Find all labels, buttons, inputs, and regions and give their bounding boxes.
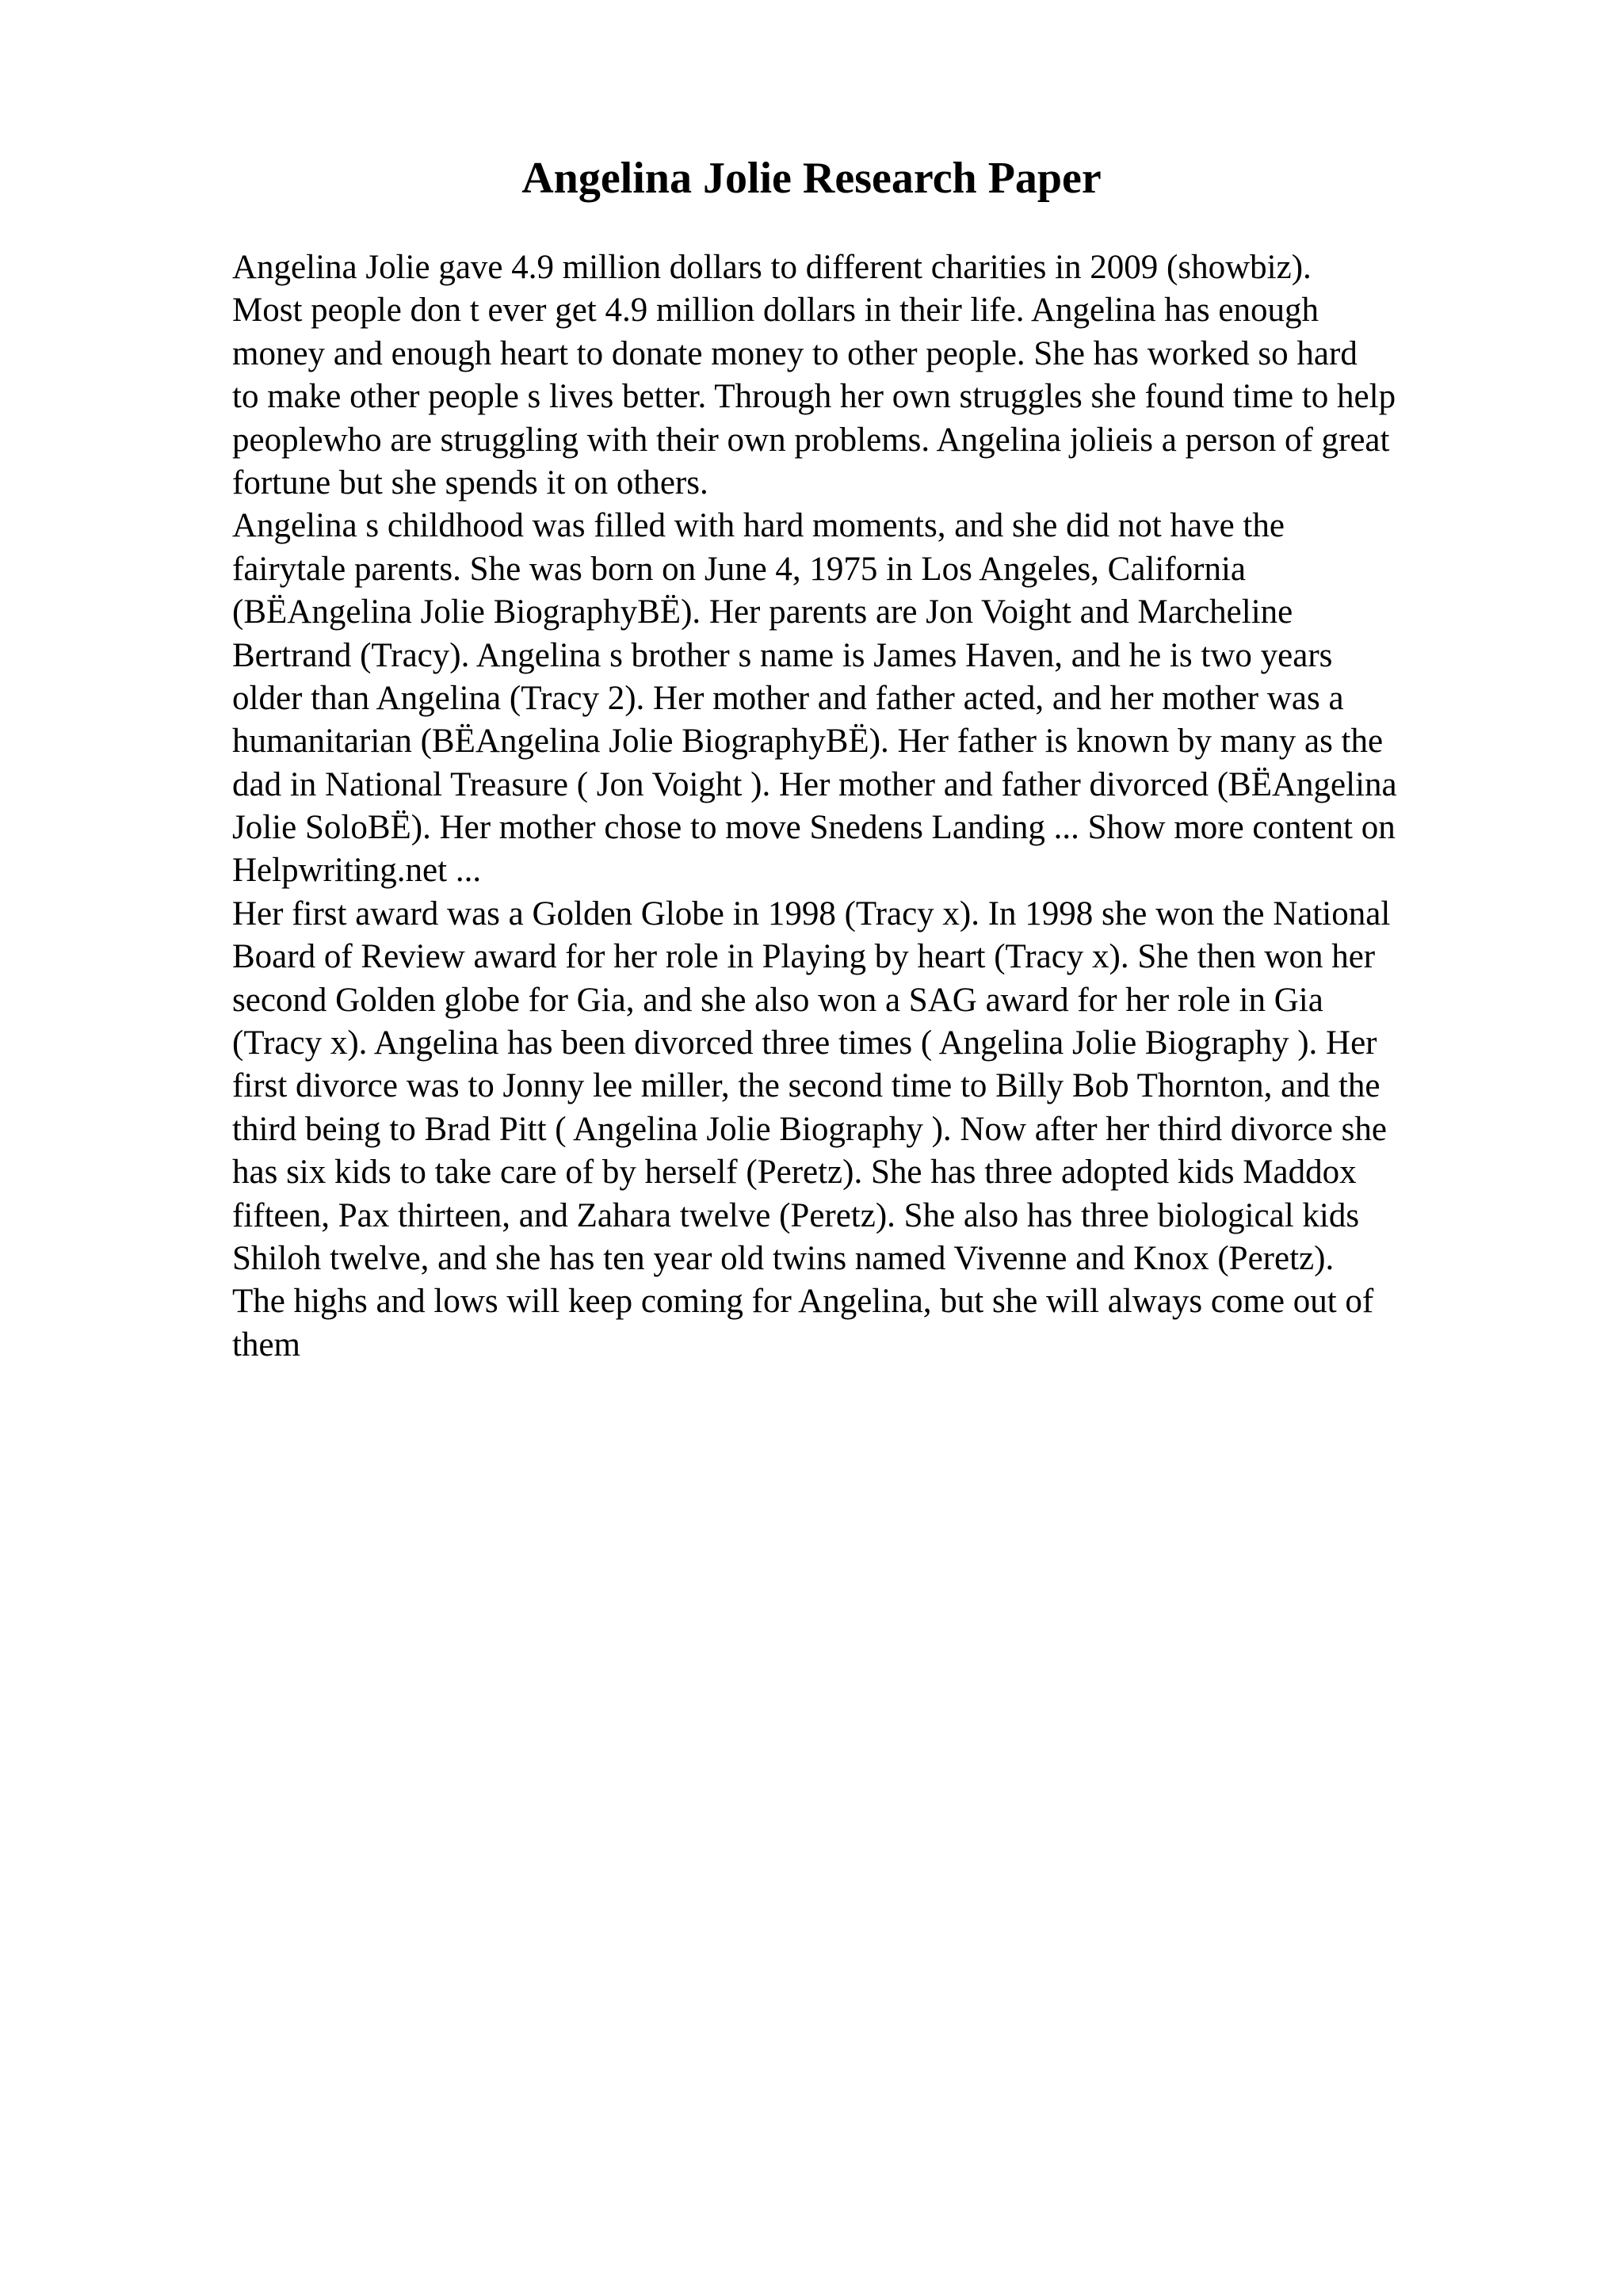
body-line: Most people don t ever get 4.9 million dollars in their life. Angelina has enough xyxy=(232,292,1319,330)
body-line: Board of Review award for her role in Playing by heart (Tracy x). She then won her xyxy=(232,938,1376,976)
body-line: dad in National Treasure ( Jon Voight ). Her mother and father divorced (BËAngelina xyxy=(232,765,1397,803)
body-line: The highs and lows will keep coming for Angelina, but she will always come out of xyxy=(232,1283,1374,1321)
body-line: (Tracy x). Angelina has been divorced three times ( Angelina Jolie Biography ). Her xyxy=(232,1024,1377,1062)
body-line: second Golden globe for Gia, and she also won a SAG award for her role in Gia xyxy=(232,981,1323,1019)
body-line: humanitarian (BËAngelina Jolie BiographyBË). Her father is known by many as the xyxy=(232,723,1384,761)
document-title: Angelina Jolie Research Paper xyxy=(521,154,1102,203)
body-line: third being to Brad Pitt ( Angelina Jolie Biography ). Now after her third divorce she xyxy=(232,1110,1387,1148)
body-line: Helpwriting.net ... xyxy=(232,852,482,890)
body-line: them xyxy=(232,1325,300,1363)
body-line: money and enough heart to donate money to other people. She has worked so hard xyxy=(232,334,1358,372)
document-body xyxy=(232,246,1532,1367)
body-line: Shiloh twelve, and she has ten year old twins named Vivenne and Knox (Peretz). xyxy=(232,1239,1335,1277)
body-line: fifteen, Pax thirteen, and Zahara twelve (Peretz). She also has three biological kids xyxy=(232,1196,1360,1234)
body-line: peoplewho are struggling with their own problems. Angelina jolieis a person of great xyxy=(232,421,1390,459)
body-line: Her first award was a Golden Globe in 1998 (Tracy x). In 1998 she won the National xyxy=(232,894,1391,933)
body-line: Jolie SoloBË). Her mother chose to move Snedens Landing ... Show more content on xyxy=(232,809,1396,847)
body-line: fortune but she spends it on others. xyxy=(232,463,708,502)
body-line: Bertrand (Tracy). Angelina s brother s name is James Haven, and he is two years xyxy=(232,636,1333,674)
body-line: older than Angelina (Tracy 2). Her mother and father acted, and her mother was a xyxy=(232,679,1344,717)
body-line: Angelina s childhood was filled with hard moments, and she did not have the xyxy=(232,507,1285,545)
body-line: fairytale parents. She was born on June 4, 1975 in Los Angeles, California xyxy=(232,550,1246,588)
body-line: to make other people s lives better. Through her own struggles she found time to help xyxy=(232,378,1396,416)
body-line: first divorce was to Jonny lee miller, the second time to Billy Bob Thornton, and the xyxy=(232,1067,1381,1105)
body-line: (BËAngelina Jolie BiographyBË). Her parents are Jon Voight and Marcheline xyxy=(232,593,1293,631)
body-line: Angelina Jolie gave 4.9 million dollars to different charities in 2009 (showbiz). xyxy=(232,249,1312,286)
body-line: has six kids to take care of by herself (Peretz). She has three adopted kids Maddox xyxy=(232,1154,1357,1192)
